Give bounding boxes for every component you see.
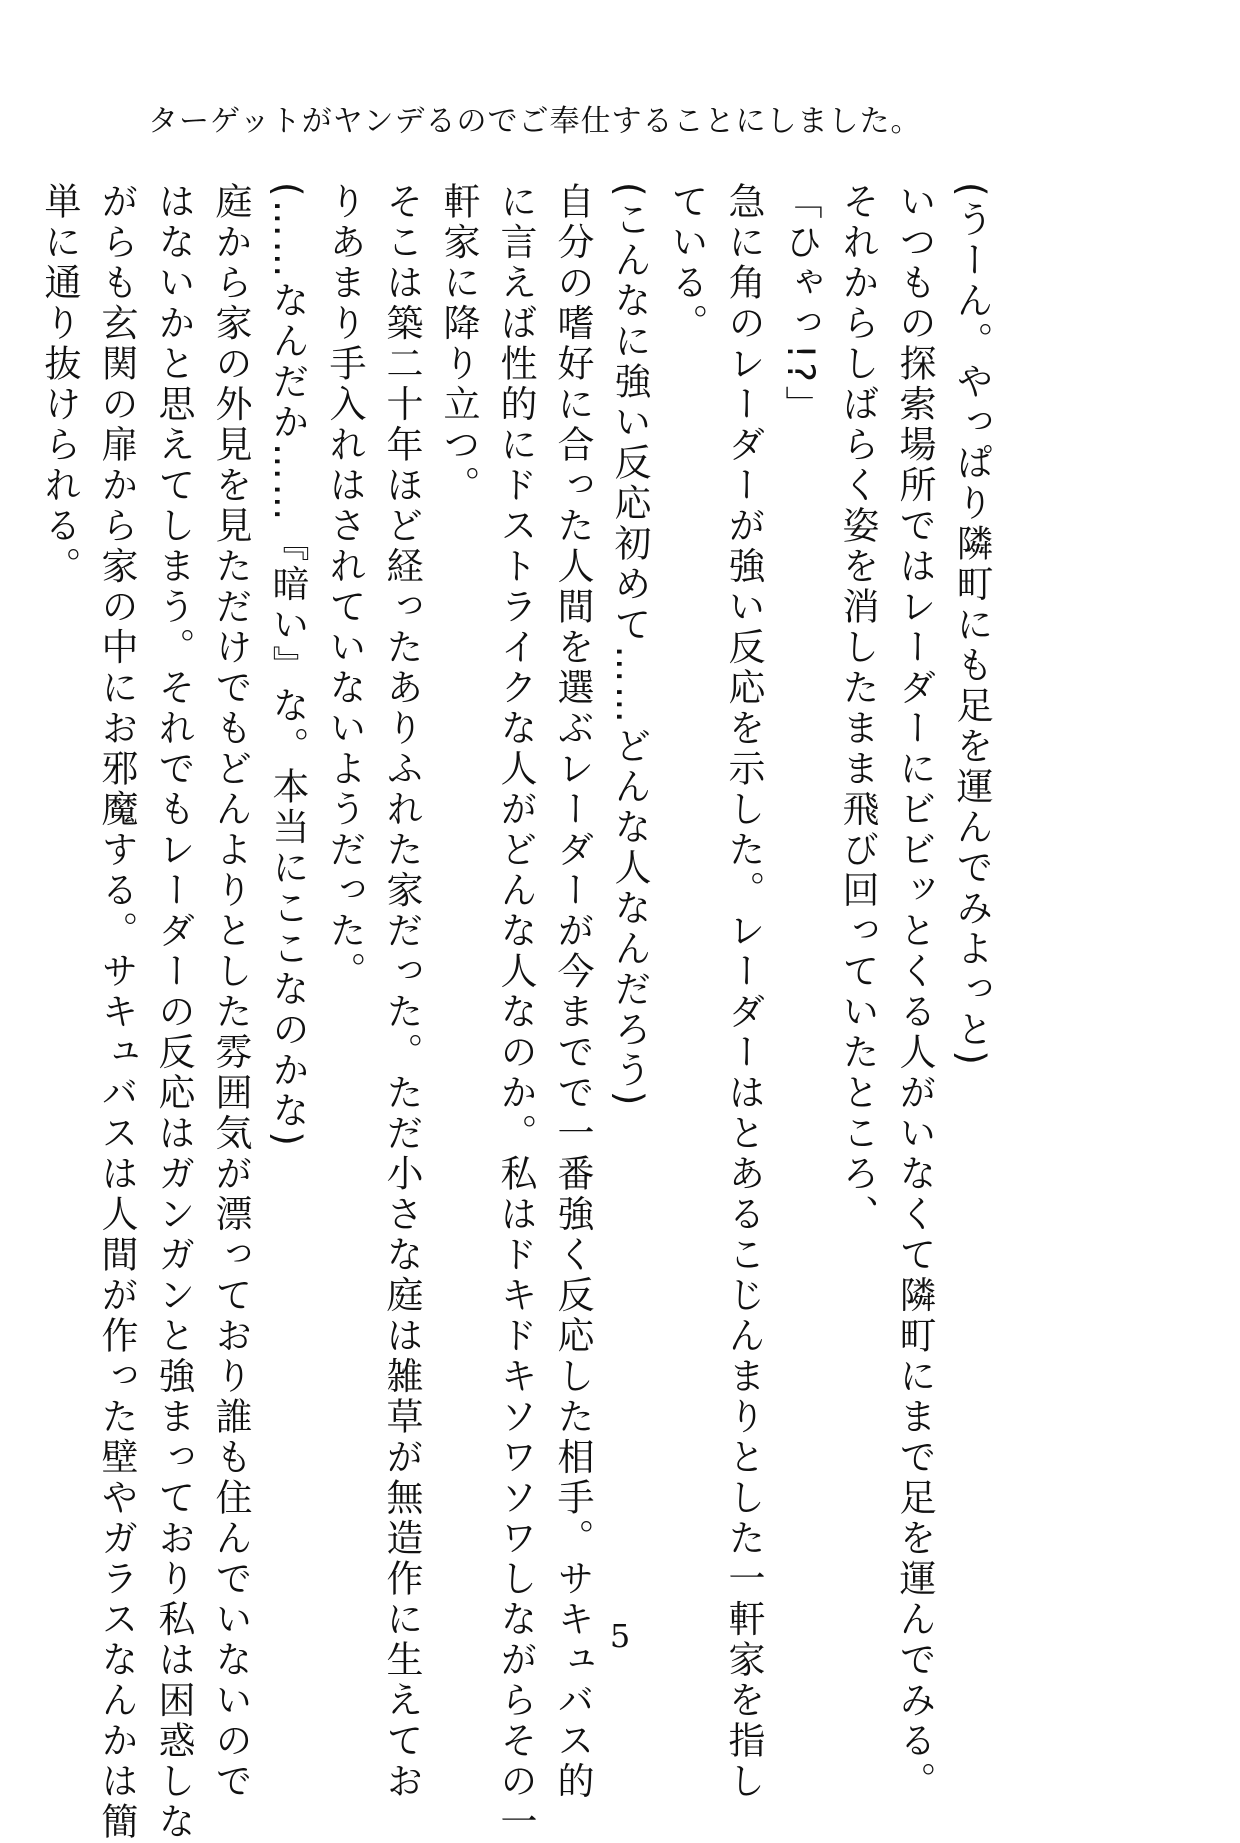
text-line: (うーん。やっぱり隣町にも足を運んでみよっと) (950, 182, 993, 1069)
page-number: 5 (609, 1617, 631, 1655)
text-line: 庭から家の外見を見ただけでもどんよりとした雰囲気が漂っており誰も住んでいないので (209, 182, 252, 1802)
text-line: がらも玄関の扉から家の中にお邪魔する。サキュバスは人間が作った壁やガラスなんかは簡 (95, 182, 138, 1843)
text-line: いつもの探索場所ではレーダーにビビッとくる人がいなくて隣町にまで足を運んでみる。 (893, 182, 936, 1802)
text-line: 急に角のレーダーが強い反応を示した。レーダーはとあるこじんまりとした一軒家を指し (722, 182, 765, 1802)
text-line: 単に通り抜けられる。 (38, 182, 81, 587)
text-line: ている。 (665, 182, 708, 344)
text-line: りあまり手入れはされていないようだった。 (323, 182, 366, 992)
text-line: 「ひゃっ!?」 (779, 182, 822, 426)
text-line: に言えば性的にドストライクな人がどんな人なのか。私はドキドキソワソワしながらその一 (494, 182, 537, 1843)
text-line: そこは築二十年ほど経ったありふれた家だった。ただ小さな庭は雑草が無造作に生えてお (380, 182, 423, 1802)
vertical-body-text (38, 182, 1000, 1843)
text-line: 自分の嗜好に合った人間を選ぶレーダーが今までで一番強く反応した相手。サキュバス的 (551, 182, 594, 1802)
text-line: それからしばらく姿を消したまま飛び回っていたところ、 (836, 182, 879, 1235)
text-line: 軒家に降り立つ。 (437, 182, 480, 506)
running-title: ターゲットがヤンデるのでご奉仕することにしました。 (148, 104, 922, 139)
text-line: (……なんだか……『暗い』な。本当にここなのかな) (266, 182, 309, 1150)
text-line: (こんなに強い反応初めて……どんな人なんだろう) (608, 182, 651, 1109)
text-line: はないかと思えてしまう。それでもレーダーの反応はガンガンと強まっており私は困惑しな (152, 182, 195, 1843)
